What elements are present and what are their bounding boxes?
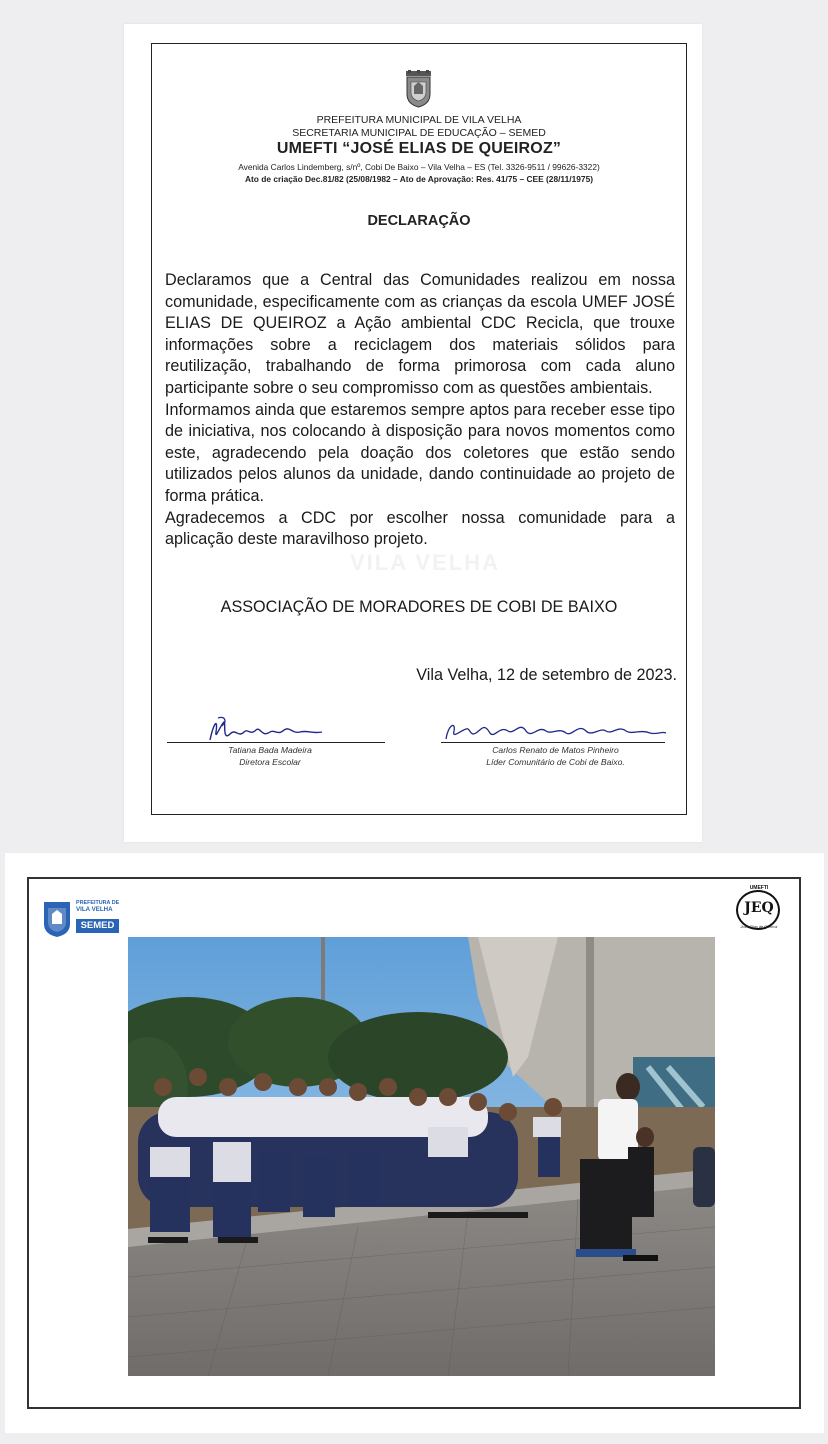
logo-main-text: JEQ bbox=[744, 900, 774, 916]
jeq-school-logo bbox=[733, 884, 785, 934]
school-address: Avenida Carlos Lindemberg, s/nº, Cobi De Baixo – Vila Velha – ES (Tel. 3326-9511 / 99626-3322) bbox=[238, 162, 600, 172]
school-name: UMEFTI “JOSÉ ELIAS DE QUEIROZ” bbox=[276, 140, 562, 157]
association-name: ASSOCIAÇÃO DE MORADORES DE COBI DE BAIXO bbox=[220, 598, 618, 616]
declaration-body bbox=[165, 270, 675, 551]
municipal-crest-icon bbox=[405, 70, 432, 108]
pmv-logo-line1: PREFEITURA DE bbox=[76, 900, 120, 906]
signature-line bbox=[441, 742, 665, 743]
semed-badge: SEMED bbox=[76, 919, 119, 933]
signatory-name: Carlos Renato de Matos Pinheiro bbox=[492, 745, 619, 755]
paragraph: Informamos ainda que estaremos sempre aptos para receber esse tipo de iniciativa, nos colocando à disposição para novos momentos como este, agradecendo pela doação dos coletores que estão sendo utilizados pelos alunos da unidade, dando continuidade ao projeto de forma prática. bbox=[165, 400, 675, 505]
signature-line bbox=[167, 742, 385, 743]
signatory-name: Tatiana Bada Madeira bbox=[228, 745, 312, 755]
watermark-text: VILA VELHA bbox=[350, 550, 500, 575]
paragraph: Declaramos que a Central das Comunidades realizou em nossa comunidade, especificamente com as crianças da escola UMEF JOSÉ ELIAS DE QUEIROZ a Ação ambiental CDC Recicla, que trouxe informações sobre a reciclagem dos materiais sólidos para reutilização, trabalhando de forma primorosa com cada aluno participante sobre o seu compromisso com as questões ambientais. bbox=[165, 271, 675, 397]
paragraph: Agradecemos a CDC por escolher nossa comunidade para a aplicação deste maravilhoso projeto. bbox=[165, 508, 675, 549]
pmv-semed-logo bbox=[43, 900, 119, 938]
place-date: Vila Velha, 12 de setembro de 2023. bbox=[416, 666, 677, 684]
pmv-logo-line2: VILA VELHA bbox=[76, 906, 113, 913]
logo-top-text: UMEFTI bbox=[749, 885, 769, 891]
photo-scene bbox=[128, 937, 715, 1376]
signatory-role: Diretora Escolar bbox=[239, 757, 301, 767]
logo-bottom-text: José Elias de Queiroz bbox=[740, 925, 778, 929]
shield-icon bbox=[43, 900, 71, 938]
signatory-role: Líder Comunitário de Cobi de Baixo. bbox=[486, 757, 625, 767]
header-secretaria: SECRETARIA MUNICIPAL DE EDUCAÇÃO – SEMED bbox=[292, 127, 546, 139]
header-prefeitura: PREFEITURA MUNICIPAL DE VILA VELHA bbox=[316, 114, 522, 126]
declaration-title: DECLARAÇÃO bbox=[367, 213, 471, 229]
school-acts: Ato de criação Dec.81/82 (25/08/1982 – Ato de Aprovação: Res. 41/75 – CEE (28/11/1975) bbox=[244, 174, 594, 184]
group-photo bbox=[128, 937, 715, 1376]
